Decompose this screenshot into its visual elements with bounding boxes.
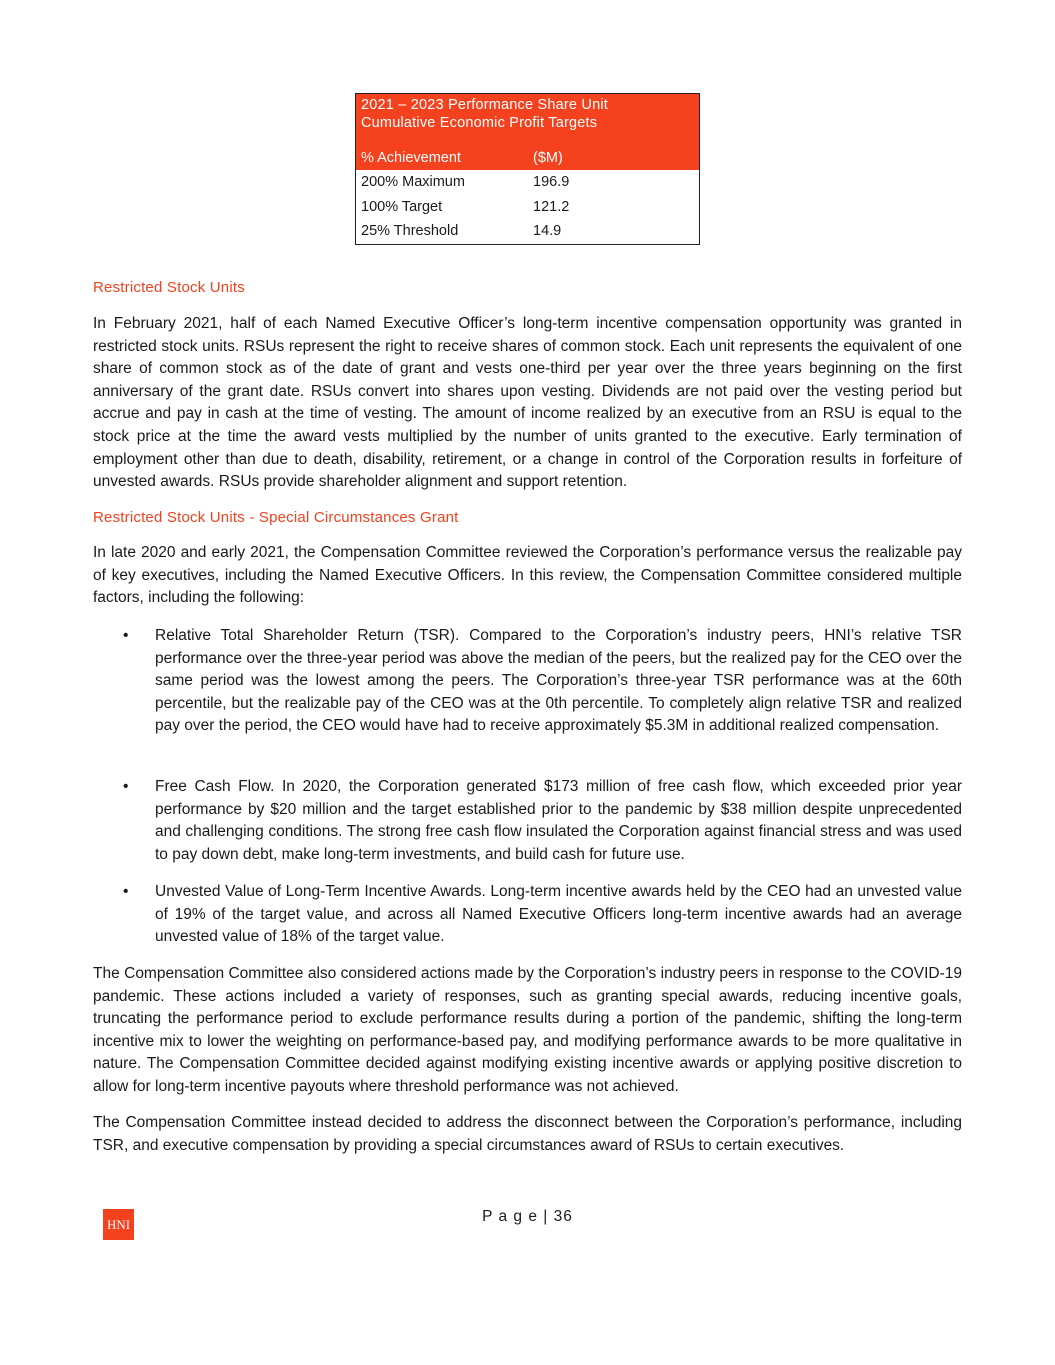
special-grant-intro: In late 2020 and early 2021, the Compensation Committee reviewed the Corporation’s performance versus the realizable pay of key executives, including the Named Executive Officers. In this review, the Compensation Committee considered multiple factors, including the following:	[93, 544, 962, 607]
column-header-value: ($M)	[533, 150, 563, 166]
table-title-line1: 2021 – 2023 Performance Share Unit	[361, 97, 609, 113]
bullet-text: Relative Total Shareholder Return (TSR). Compared to the Corporation’s industry peers, HNI’s relative TSR performance over the three-year period was above the median of the peers, but the realized pay for the CEO over the same period was the lowest among the peers. The Corporation’s three-year TSR performance was at the 60th percentile, but the realizable pay of the CEO was at the 0th percentile. To completely align relative TSR and realized pay over the period, the CEO would have had to receive approximately $5.3M in additional realized compensation.	[155, 627, 962, 735]
bullet-text: Free Cash Flow. In 2020, the Corporation generated $173 million of free cash flow, which exceeded prior year performance by $20 million and the target established prior to the pandemic by $38 million despite unprecedented and challenging conditions. The strong free cash flow insulated the Corporation against financial stress and was used to pay down debt, make long-term investments, and build cash for future use.	[155, 778, 962, 863]
table-title-line2: Cumulative Economic Profit Targets	[361, 115, 598, 131]
performance-targets-table	[355, 93, 700, 245]
rsu-paragraph: In February 2021, half of each Named Executive Officer’s long-term incentive compensation opportunity was granted in restricted stock units. RSUs represent the right to receive shares of common stock. Each unit represents the equivalent of one share of common stock as of the date of grant and vests one-third per year over the three years beginning on the first anniversary of the grant date. RSUs convert into shares upon vesting. Dividends are not paid over the vesting period but accrue and pay in cash at the time of vesting. The amount of income realized by an executive from an RSU is equal to the stock price at the time the award vests multiplied by the number of units granted to the executive. Early termination of employment other than due to death, disability, retirement, or a change in control of the Corporation results in forfeiture of unvested awards. RSUs provide shareholder alignment and support retention.	[93, 315, 962, 491]
special-award-paragraph: The Compensation Committee instead decided to address the disconnect between the Corporation’s performance, including TSR, and executive compensation by providing a special circumstances award of RSUs to certain executives.	[93, 1114, 962, 1154]
table-row	[356, 219, 699, 244]
bullet-dot: •	[123, 627, 129, 644]
column-header-achievement: % Achievement	[361, 150, 461, 166]
section-heading-rsu: Restricted Stock Units	[93, 279, 245, 296]
row-label: 25% Threshold	[361, 223, 459, 239]
row-value: 196.9	[533, 174, 570, 190]
page-number: P a g e | 36	[482, 1208, 573, 1225]
section-heading-special-grant: Restricted Stock Units - Special Circumstances Grant	[93, 509, 459, 526]
row-value: 14.9	[533, 223, 562, 239]
row-label: 200% Maximum	[361, 174, 465, 190]
row-value: 121.2	[533, 198, 570, 215]
covid-peers-paragraph: The Compensation Committee also considered actions made by the Corporation’s industry peers in response to the COVID-19 pandemic. These actions included a variety of responses, such as granting special awards, reducing incentive goals, truncating the performance period to exclude performance results during a portion of the pandemic, shifting the long-term incentive mix to lower the weighting on performance-based pay, and modifying performance awards to be more qualitative in nature. The Compensation Committee decided against modifying existing incentive awards or applying positive discretion to allow for long-term incentive payouts where threshold performance was not achieved.	[93, 965, 962, 1095]
bullet-dot: •	[123, 778, 129, 795]
row-label: 100% Target	[361, 198, 443, 215]
table-header	[356, 94, 699, 170]
table-row	[356, 170, 699, 195]
table-row	[356, 195, 699, 220]
bullet-dot: •	[123, 883, 129, 900]
hni-logo: HNI	[103, 1209, 134, 1240]
bullet-item-free-cash-flow	[93, 776, 962, 866]
bullet-item-unvested-value	[93, 881, 962, 949]
table-column-headers	[361, 149, 694, 167]
bullet-text: Unvested Value of Long-Term Incentive Awards. Long-term incentive awards held by the CEO had an unvested value of 19% of the target value, and across all Named Executive Officers long-term incentive awards had an average unvested value of 18% of the target value.	[155, 883, 962, 946]
bullet-item-tsr	[93, 625, 962, 738]
